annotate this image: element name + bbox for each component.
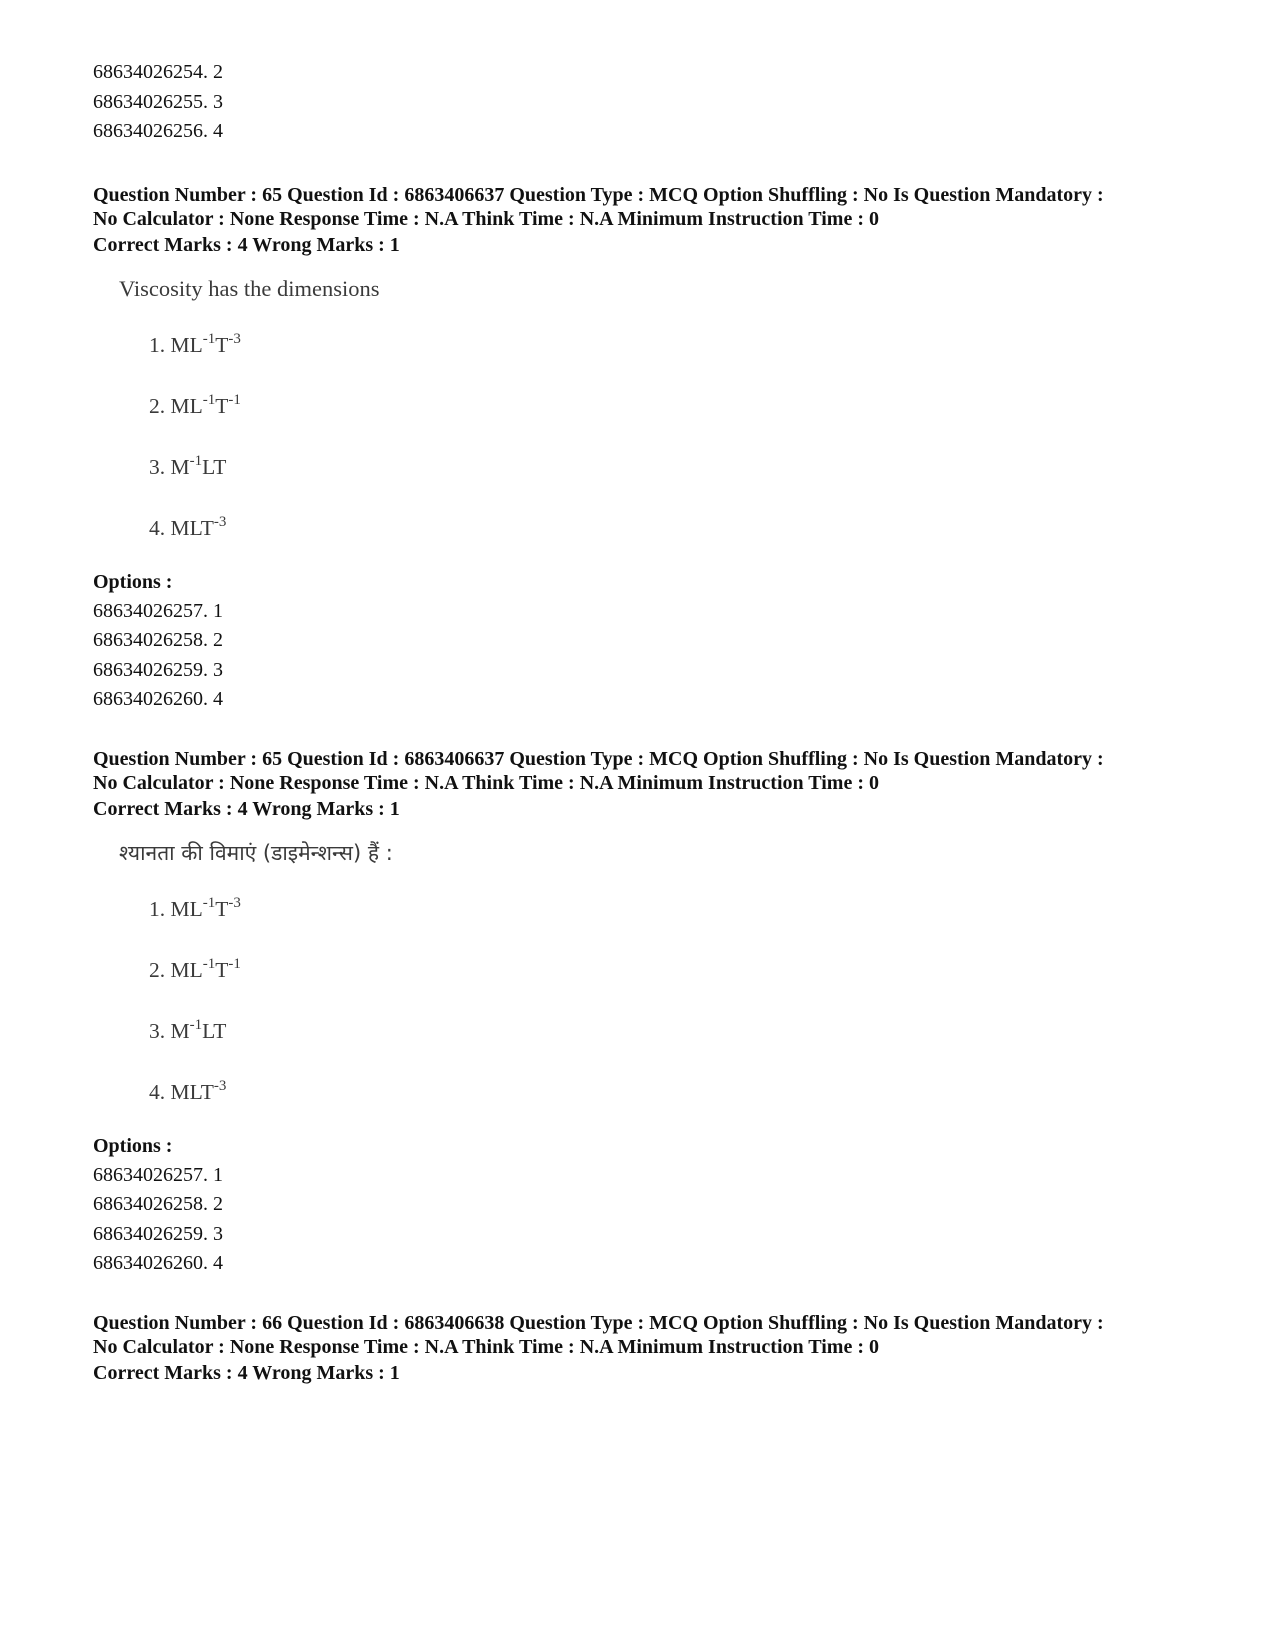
choice-exponent: -1	[228, 955, 241, 972]
option-line: 68634026259. 3	[93, 1222, 223, 1245]
question-stem: श्यानता की विमाएं (डाइमेन्शन्स) हैं :	[119, 840, 393, 865]
option-line: 68634026259. 3	[93, 658, 223, 681]
choice-exponent: -1	[202, 955, 216, 972]
question-marks: Correct Marks : 4 Wrong Marks : 1	[93, 1361, 400, 1384]
options-label: Options :	[93, 1134, 173, 1157]
option-line: 68634026257. 1	[93, 1163, 223, 1186]
choice-text: 2. ML	[149, 393, 203, 418]
choice-text: 1. ML	[149, 332, 203, 357]
choice-text: 4. MLT	[149, 1079, 214, 1104]
question-header-line-2: No Calculator : None Response Time : N.A Think Time : N.A Minimum Instruction Time : 0	[93, 771, 879, 794]
choice-text: T	[215, 957, 229, 982]
choice-exponent: -1	[189, 1016, 203, 1033]
question-choice	[149, 332, 1183, 361]
choice-exponent: -1	[202, 391, 216, 408]
question-choice	[149, 957, 1183, 986]
question-choice	[149, 896, 1183, 925]
question-header-line-1: Question Number : 65 Question Id : 6863406637 Question Type : MCQ Option Shuffling : No Is Question Mandatory :	[93, 747, 1104, 770]
choice-text: T	[215, 896, 229, 921]
question-choice	[149, 454, 1183, 483]
document-page	[93, 58, 1183, 1420]
question-header-line-1: Question Number : 66 Question Id : 6863406638 Question Type : MCQ Option Shuffling : No Is Question Mandatory :	[93, 1311, 1104, 1334]
previous-question-options	[93, 58, 1183, 147]
choice-text: 4. MLT	[149, 515, 214, 540]
choice-exponent: -3	[213, 1077, 227, 1094]
choice-text: T	[215, 332, 229, 357]
question-image	[119, 276, 1183, 544]
choice-text: 3. M	[149, 454, 190, 479]
choice-text: 1. ML	[149, 896, 203, 921]
choice-text: T	[215, 393, 229, 418]
question-stem: Viscosity has the dimensions	[119, 275, 380, 301]
question-block-65-english	[93, 183, 1183, 715]
option-line: 68634026255. 3	[93, 90, 223, 113]
question-choice	[149, 1079, 1183, 1108]
question-block-65-hindi	[93, 747, 1183, 1279]
choice-text: 2. ML	[149, 957, 203, 982]
question-choice	[149, 515, 1183, 544]
choice-text: 3. M	[149, 1018, 190, 1043]
question-block-66	[93, 1311, 1183, 1388]
choice-exponent: -3	[213, 513, 227, 530]
options-label: Options :	[93, 570, 173, 593]
choice-exponent: -1	[202, 894, 216, 911]
choice-text: LT	[202, 1018, 227, 1043]
question-choice	[149, 393, 1183, 422]
choice-exponent: -1	[202, 330, 216, 347]
choice-exponent: -3	[228, 894, 241, 911]
choice-exponent: -1	[228, 391, 241, 408]
question-image	[119, 840, 1183, 1108]
option-line: 68634026254. 2	[93, 61, 223, 83]
choice-exponent: -3	[228, 330, 241, 347]
question-marks: Correct Marks : 4 Wrong Marks : 1	[93, 797, 400, 820]
question-header-line-2: No Calculator : None Response Time : N.A Think Time : N.A Minimum Instruction Time : 0	[93, 1335, 879, 1358]
question-marks: Correct Marks : 4 Wrong Marks : 1	[93, 233, 400, 256]
choice-text: LT	[202, 454, 227, 479]
question-header-line-2: No Calculator : None Response Time : N.A Think Time : N.A Minimum Instruction Time : 0	[93, 207, 879, 230]
option-line: 68634026258. 2	[93, 629, 223, 651]
option-line: 68634026257. 1	[93, 599, 223, 622]
option-line: 68634026256. 4	[93, 120, 223, 142]
choice-exponent: -1	[189, 452, 203, 469]
option-line: 68634026260. 4	[93, 688, 223, 710]
question-choice	[149, 1018, 1183, 1047]
option-line: 68634026260. 4	[93, 1252, 223, 1274]
option-line: 68634026258. 2	[93, 1193, 223, 1215]
question-header-line-1: Question Number : 65 Question Id : 6863406637 Question Type : MCQ Option Shuffling : No Is Question Mandatory :	[93, 183, 1104, 206]
